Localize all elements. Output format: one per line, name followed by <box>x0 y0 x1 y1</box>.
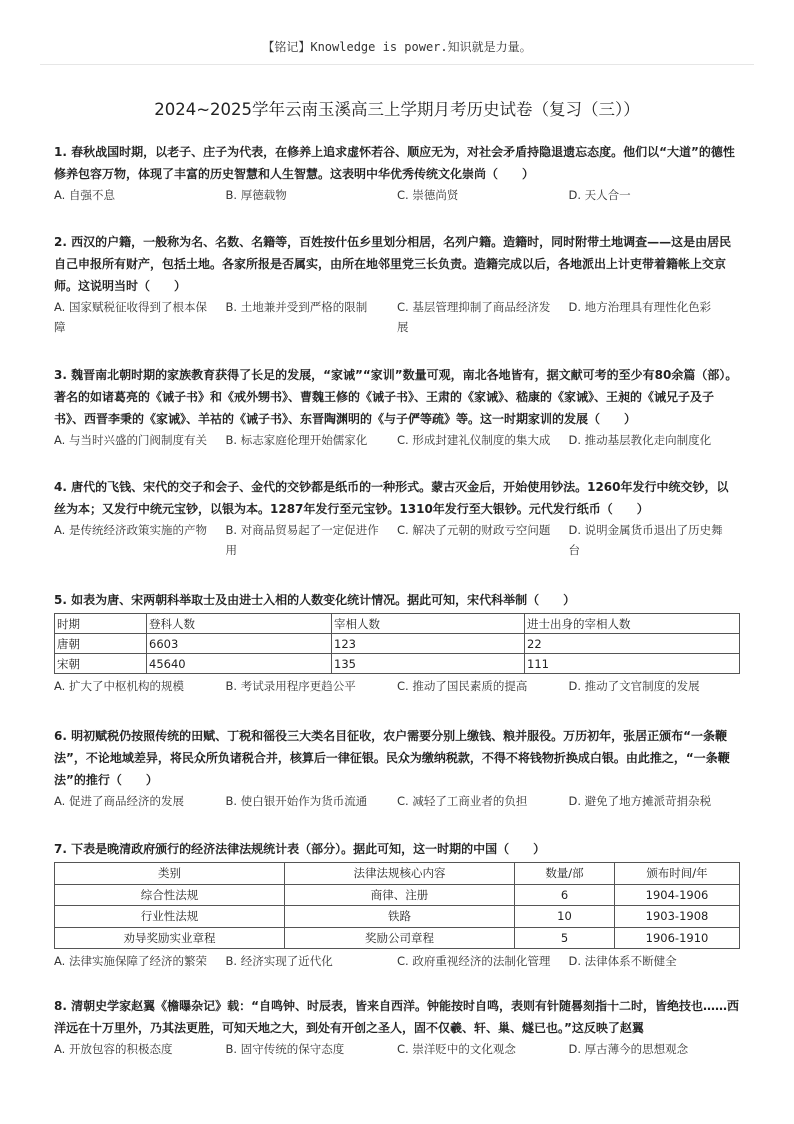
table-cell: 6603 <box>147 634 332 654</box>
question-2 <box>54 231 740 337</box>
data-table <box>54 862 740 949</box>
option-c[interactable]: C. 形成封建礼仪制度的集大成 <box>397 433 551 447</box>
table-cell: 唐朝 <box>55 634 147 654</box>
option-a[interactable]: A. 与当时兴盛的门阀制度有关 <box>54 433 207 447</box>
question-stem: 3. 魏晋南北朝时期的家族教育获得了长足的发展，“家诫”“家训”数量可观，南北各地皆有，据文献可考的至少有80余篇（部）。著名的如诸葛亮的《诫子书》和《戒外甥书》、曹魏王修的《诫子书》、王肃的《家诫》、嵇康的《家诫》、王昶的《诫兄子及子书》、西晋李秉的《家诫》、羊祜的《诫子书》、东晋陶渊明的《与子俨等疏》等。这一时期家训的发展（ ） <box>54 368 738 426</box>
option-d[interactable]: D. 说明金属货币退出了历史舞台 <box>568 523 723 557</box>
question-6 <box>54 725 740 811</box>
option-b[interactable]: B. 标志家庭伦理开始儒家化 <box>225 433 368 447</box>
table-cell: 45640 <box>147 654 332 674</box>
option-list <box>54 791 740 811</box>
header-cell: 法律法规核心内容 <box>285 863 515 885</box>
option-d[interactable]: D. 法律体系不断健全 <box>568 954 677 968</box>
option-b[interactable]: B. 土地兼并受到严格的限制 <box>225 300 368 314</box>
header-divider <box>40 64 754 65</box>
option-list <box>54 430 740 450</box>
option-list <box>54 185 740 205</box>
header-cell: 登科人数 <box>147 614 332 634</box>
option-b[interactable]: B. 使白银开始作为货币流通 <box>225 794 368 808</box>
header-cell: 数量/部 <box>515 863 615 885</box>
header-cell: 时期 <box>55 614 147 634</box>
option-a[interactable]: A. 法律实施保障了经济的繁荣 <box>54 954 207 968</box>
option-c[interactable]: C. 崇洋贬中的文化观念 <box>397 1042 516 1056</box>
option-list <box>54 520 740 560</box>
table-row <box>55 927 740 949</box>
table-cell: 奖励公司章程 <box>285 927 515 949</box>
table-cell: 135 <box>332 654 525 674</box>
data-table <box>54 613 740 674</box>
table-cell: 1904-1906 <box>615 884 740 906</box>
header-cell: 进士出身的宰相人数 <box>525 614 740 634</box>
table-row <box>55 906 740 928</box>
table-cell: 111 <box>525 654 740 674</box>
option-d[interactable]: D. 推动了文官制度的发展 <box>568 679 700 693</box>
option-a[interactable]: A. 促进了商品经济的发展 <box>54 794 184 808</box>
option-c[interactable]: C. 政府重视经济的法制化管理 <box>397 954 551 968</box>
question-7 <box>54 838 740 971</box>
question-3 <box>54 364 740 450</box>
table-cell: 22 <box>525 634 740 654</box>
table-cell: 行业性法规 <box>55 906 285 928</box>
question-1 <box>54 141 740 205</box>
question-stem: 1. 春秋战国时期，以老子、庄子为代表，在修养上追求虚怀若谷、顺应无为，对社会矛盾持隐退遗忘态度。他们以“大道”的德性修养包容万物，体现了丰富的历史智慧和人生智慧。这表明中华优秀传统文化崇尚（ ） <box>54 145 735 181</box>
option-a[interactable]: A. 国家赋税征收得到了根本保障 <box>54 300 207 334</box>
option-d[interactable]: D. 天人合一 <box>568 188 631 202</box>
table-cell: 铁路 <box>285 906 515 928</box>
table-cell: 5 <box>515 927 615 949</box>
option-a[interactable]: A. 自强不息 <box>54 188 115 202</box>
question-8 <box>54 995 740 1059</box>
option-d[interactable]: D. 避免了地方摊派苛捐杂税 <box>568 794 712 808</box>
question-stem: 4. 唐代的飞钱、宋代的交子和会子、金代的交钞都是纸币的一种形式。蒙古灭金后，开始使用钞法。1260年发行中统交钞，以丝为本；又发行中统元宝钞，以银为本。1287年发行至元宝钞。1310年发行至大银钞。元代发行纸币（ ） <box>54 480 729 516</box>
table-cell: 综合性法规 <box>55 884 285 906</box>
option-c[interactable]: C. 减轻了工商业者的负担 <box>397 794 528 808</box>
option-b[interactable]: B. 对商品贸易起了一定促进作用 <box>225 523 379 557</box>
question-stem: 7. 下表是晚清政府颁行的经济法律法规统计表（部分）。据此可知，这一时期的中国（ ） <box>54 842 546 856</box>
table-row <box>55 884 740 906</box>
table-cell: 123 <box>332 634 525 654</box>
question-4 <box>54 476 740 560</box>
option-a[interactable]: A. 是传统经济政策实施的产物 <box>54 523 207 537</box>
option-d[interactable]: D. 推动基层教化走向制度化 <box>568 433 712 447</box>
table-cell: 宋朝 <box>55 654 147 674</box>
header-note: 【铭记】Knowledge is power.知识就是力量。 <box>262 40 532 54</box>
option-b[interactable]: B. 经济实现了近代化 <box>225 954 333 968</box>
option-d[interactable]: D. 厚古薄今的思想观念 <box>568 1042 689 1056</box>
table-row <box>55 634 740 654</box>
option-d[interactable]: D. 地方治理具有理性化色彩 <box>568 300 712 314</box>
option-a[interactable]: A. 扩大了中枢机构的规模 <box>54 679 184 693</box>
option-list <box>54 297 740 337</box>
option-list <box>54 951 740 971</box>
question-stem: 5. 如表为唐、宋两朝科举取士及由进士入相的人数变化统计情况。据此可知，宋代科举制（ ） <box>54 593 576 607</box>
document-title: 2024~2025学年云南玉溪高三上学期月考历史试卷（复习（三）） <box>154 100 640 119</box>
question-stem: 2. 西汉的户籍，一般称为名、名数、名籍等，百姓按什伍乡里划分相居，名列户籍。造籍时，同时附带土地调查——这是由居民自己申报所有财产，包括土地。各家所报是否属实，由所在地邻里党三长负责。造籍完成以后，各地派出上计吏带着籍帐上交京师。这说明当时（ ） <box>54 235 732 293</box>
option-list <box>54 676 740 696</box>
question-stem: 6. 明初赋税仍按照传统的田赋、丁税和徭役三大类名目征收，农户需要分别上缴钱、粮并服役。万历初年，张居正颁布“一条鞭法”，不论地域差异，将民众所负诸税合并，核算后一律征银。民众为缴纳税款，不得不将钱物折换成白银。由此推之，“一条鞭法”的推行（ ） <box>54 729 730 787</box>
question-5 <box>54 589 740 696</box>
table-cell: 6 <box>515 884 615 906</box>
header-cell: 类别 <box>55 863 285 885</box>
table-row <box>55 654 740 674</box>
table-cell: 10 <box>515 906 615 928</box>
option-list <box>54 1039 740 1059</box>
option-a[interactable]: A. 开放包容的积极态度 <box>54 1042 173 1056</box>
question-stem: 8. 清朝史学家赵翼《檐曝杂记》载：“自鸣钟、时辰表，皆来自西洋。钟能按时自鸣，表则有针随晷刻指十二时，皆绝技也……西洋远在十万里外，乃其法更胜，可知天地之大，到处有开创之圣人，固不仅羲、轩、巢、燧已也。”这反映了赵翼 <box>54 999 739 1035</box>
table-header-row <box>55 863 740 885</box>
header-cell: 宰相人数 <box>332 614 525 634</box>
table-cell: 商律、注册 <box>285 884 515 906</box>
table-cell: 劝导奖励实业章程 <box>55 927 285 949</box>
option-c[interactable]: C. 崇德尚贤 <box>397 188 459 202</box>
option-c[interactable]: C. 推动了国民素质的提高 <box>397 679 528 693</box>
table-cell: 1903-1908 <box>615 906 740 928</box>
table-header-row <box>55 614 740 634</box>
header-cell: 颁布时间/年 <box>615 863 740 885</box>
table-cell: 1906-1910 <box>615 927 740 949</box>
option-c[interactable]: C. 解决了元朝的财政亏空问题 <box>397 523 551 537</box>
option-b[interactable]: B. 固守传统的保守态度 <box>225 1042 345 1056</box>
option-c[interactable]: C. 基层管理抑制了商品经济发展 <box>397 300 551 334</box>
option-b[interactable]: B. 厚德载物 <box>225 188 287 202</box>
option-b[interactable]: B. 考试录用程序更趋公平 <box>225 679 356 693</box>
